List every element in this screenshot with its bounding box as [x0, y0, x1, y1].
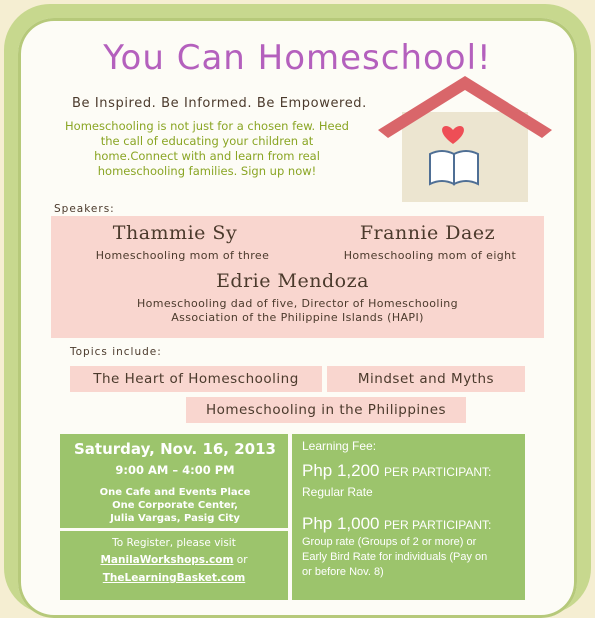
regular-price: Php 1,200 [302, 461, 380, 480]
regular-desc: Regular Rate [302, 485, 373, 499]
group-per: PER PARTICIPANT: [383, 518, 492, 532]
group-price: Php 1,000 [302, 514, 380, 533]
register-line [60, 570, 288, 586]
fee-label: Learning Fee: [302, 439, 377, 453]
register-prompt: To Register, please visit [112, 537, 236, 549]
event-date: Saturday, Nov. 16, 2013 [74, 440, 276, 458]
tagline: Be Inspired. Be Informed. Be Empowered. [72, 96, 367, 111]
regular-fee [302, 461, 491, 481]
event-time: 9:00 AM – 4:00 PM [115, 463, 235, 477]
topic-item: Mindset and Myths [327, 366, 525, 392]
register-or: or [236, 554, 248, 566]
group-desc: Group rate (Groups of 2 or more) or [302, 536, 477, 548]
speakers-label: Speakers: [54, 203, 115, 215]
group-fee [302, 514, 491, 534]
intro-text: Homeschooling is not just for a chosen few. Heed the call of educating your children at home.Connect with and learn from real homeschooling families. Sign up now! [65, 119, 349, 178]
venue-line: Julia Vargas, Pasig City [110, 513, 240, 524]
group-desc: Early Bird Rate for individuals (Pay on [302, 551, 488, 563]
speaker-role: Homeschooling mom of three [95, 249, 270, 262]
register-line [60, 552, 288, 568]
regular-per: PER PARTICIPANT: [383, 465, 492, 479]
book-icon [430, 151, 478, 184]
speaker-name: Edrie Mendoza [216, 270, 369, 292]
topic-item: The Heart of Homeschooling [70, 366, 322, 392]
speaker-role: Association of the Philippine Islands (HAPI) [171, 311, 424, 324]
speaker-role: Homeschooling dad of five, Director of Homeschooling [136, 297, 459, 310]
speaker-name: Frannie Daez [359, 222, 496, 244]
speaker-role: Homeschooling mom of eight [343, 249, 517, 262]
house-icon [372, 72, 558, 202]
venue-line: One Corporate Center, [112, 500, 238, 511]
register-link[interactable]: ManilaWorkshops.com [100, 554, 234, 566]
register-link[interactable]: TheLearningBasket.com [102, 572, 246, 584]
group-desc: or before Nov. 8) [302, 566, 384, 578]
topic-item: Homeschooling in the Philippines [186, 397, 466, 423]
page-title: You Can Homeschool! [103, 38, 492, 78]
venue-line: One Cafe and Events Place [99, 487, 251, 498]
topics-label: Topics include: [70, 346, 162, 358]
speaker-name: Thammie Sy [112, 222, 238, 244]
